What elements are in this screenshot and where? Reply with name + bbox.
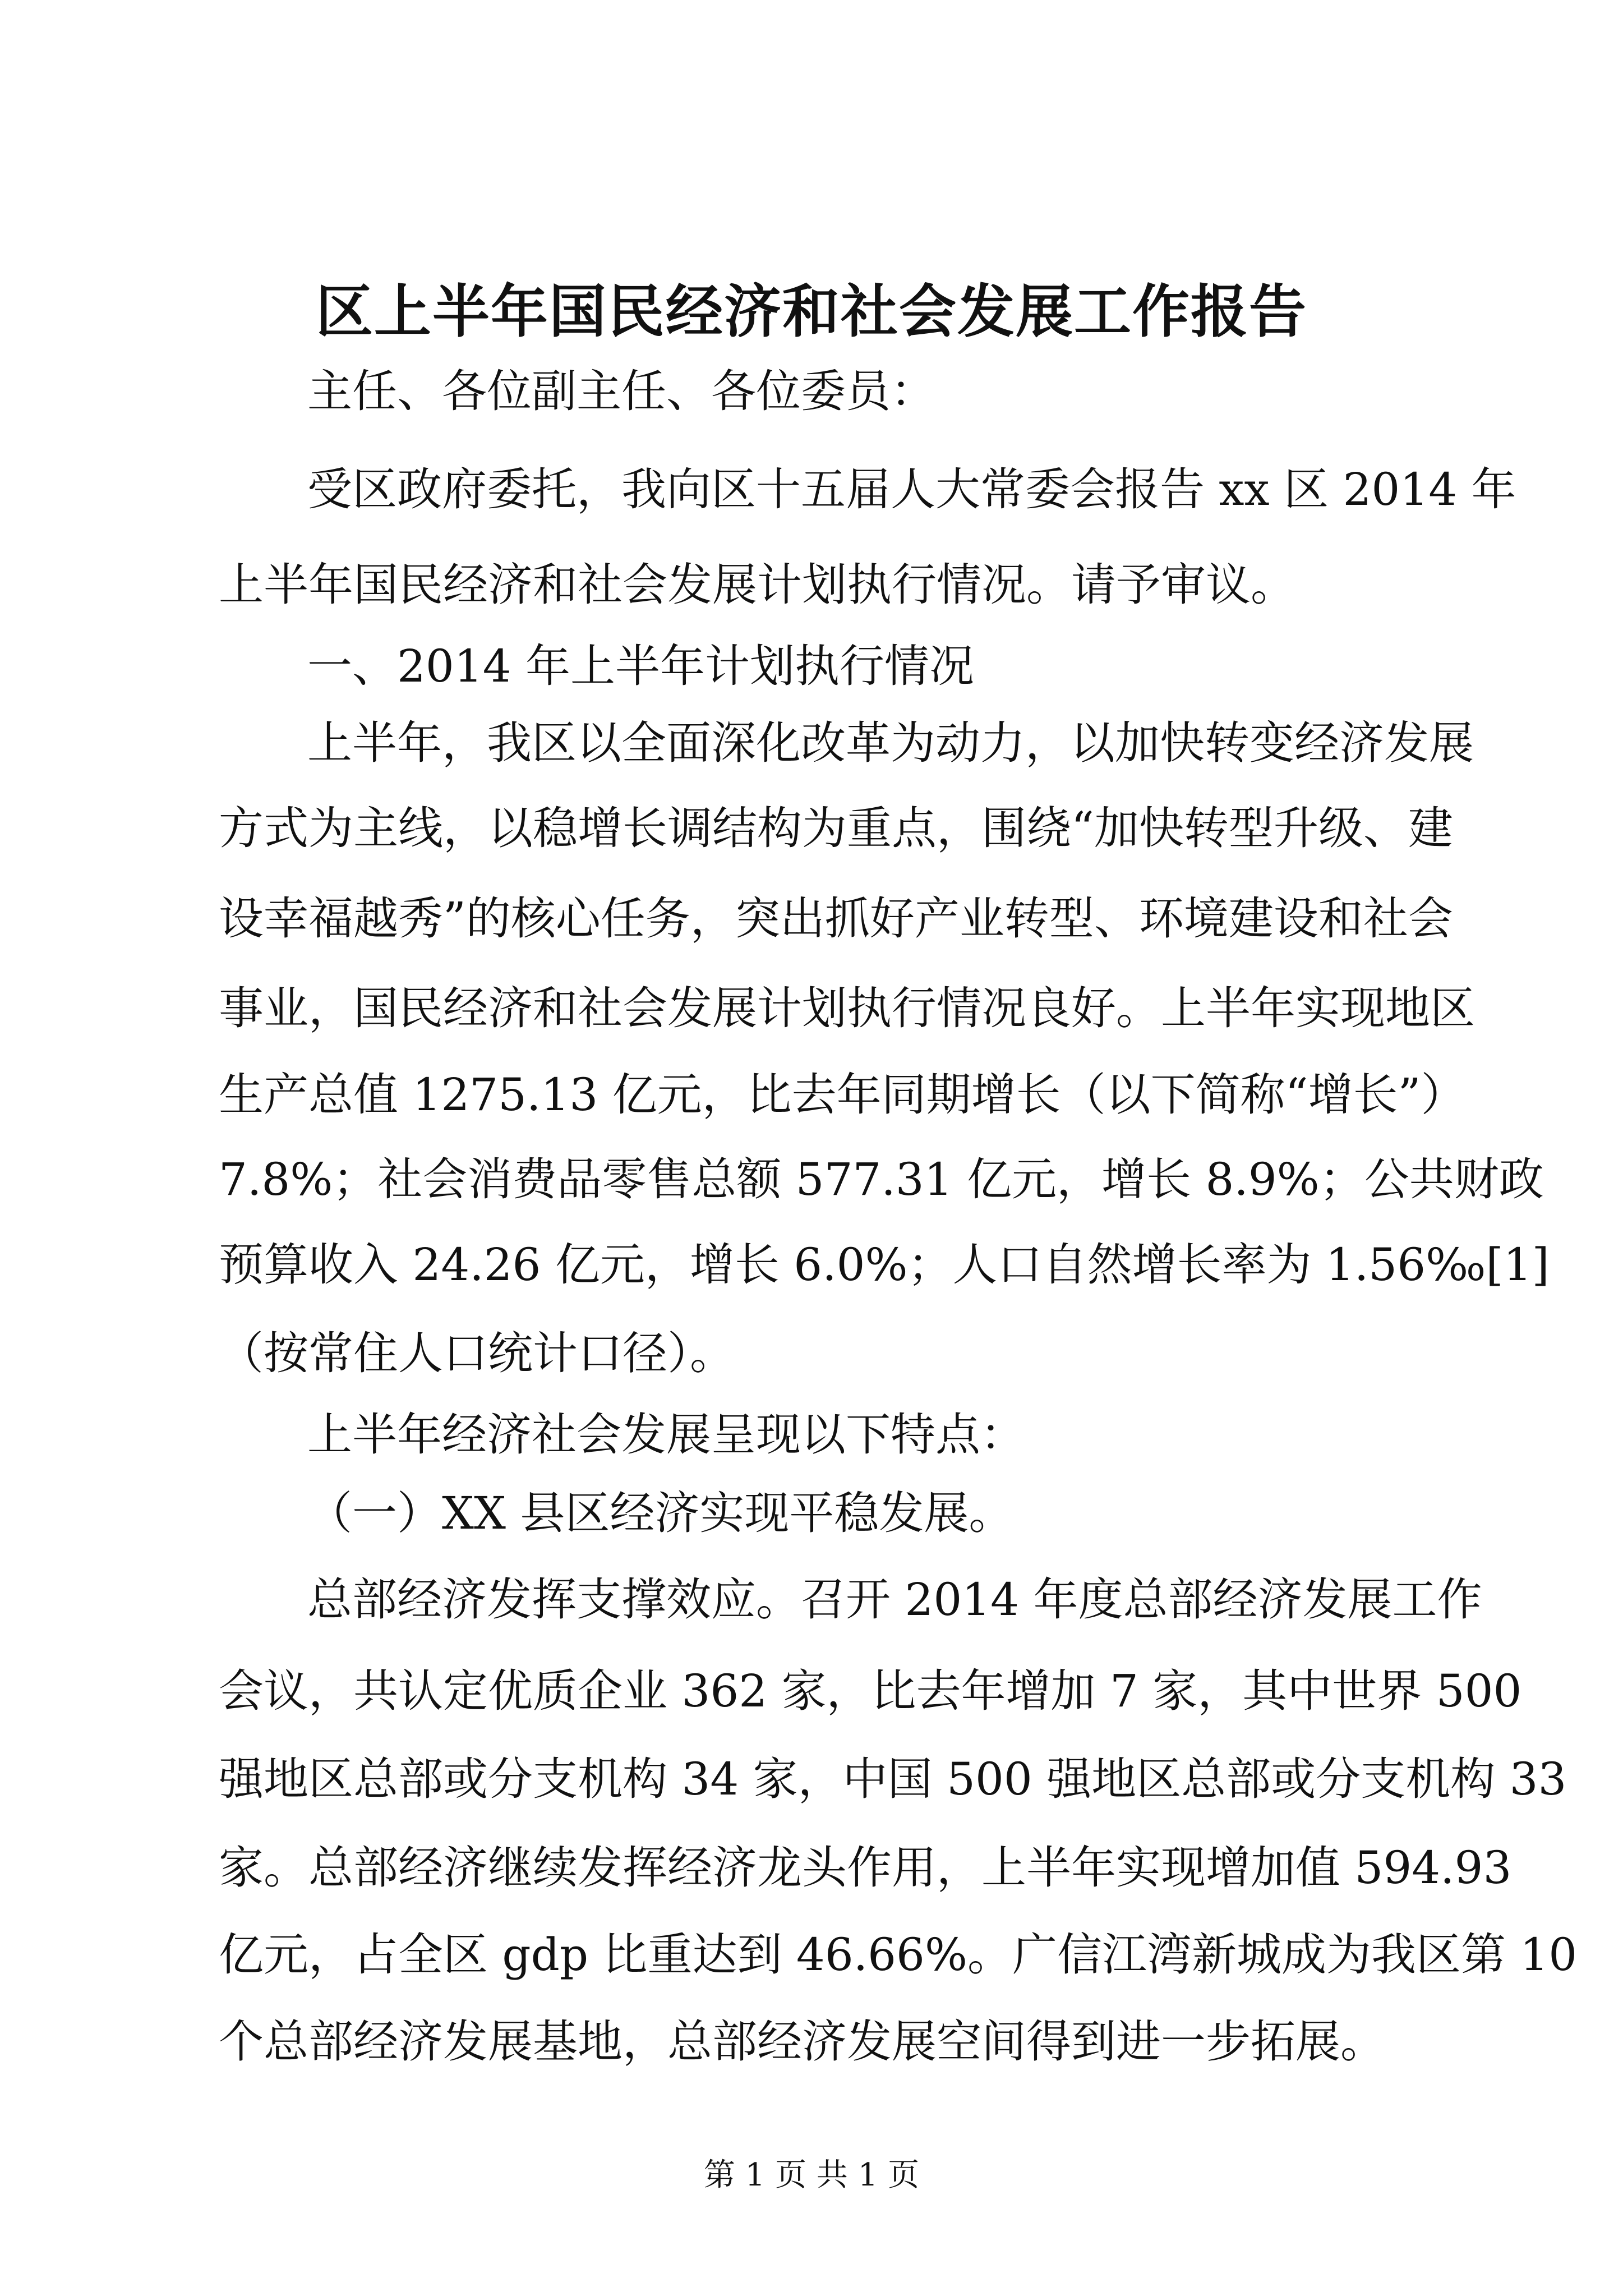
subsection-heading: （一）XX 县区经济实现平稳发展。: [307, 1487, 1014, 1539]
paragraph-line: 事业，国民经济和社会发展计划执行情况良好。上半年实现地区: [219, 982, 1475, 1034]
salutation-line: 主任、各位副主任、各位委员：: [307, 365, 935, 417]
paragraph-line: 强地区总部或分支机构 34 家，中国 500 强地区总部或分支机构 33: [219, 1753, 1567, 1805]
paragraph-line: 受区政府委托，我向区十五届人大常委会报告 xx 区 2014 年: [307, 463, 1516, 516]
paragraph-line: 总部经济发挥支撑效应。召开 2014 年度总部经济发展工作: [307, 1573, 1482, 1626]
paragraph-line: 上半年经济社会发展呈现以下特点：: [307, 1409, 1025, 1461]
paragraph-line: （按常住人口统计口径）。: [219, 1327, 735, 1379]
page-footer: 第 1 页 共 1 页: [703, 2157, 920, 2193]
paragraph-line: 生产总值 1275.13 亿元，比去年同期增长（以下简称“增长”）: [219, 1069, 1466, 1121]
paragraph-line: 上半年，我区以全面深化改革为动力，以加快转变经济发展: [307, 717, 1474, 769]
paragraph-line: 7.8%；社会消费品零售总额 577.31 亿元，增长 8.9%；公共财政: [219, 1153, 1544, 1205]
paragraph-line: 个总部经济发展基地，总部经济发展空间得到进一步拓展。: [219, 2016, 1385, 2068]
paragraph-line: 方式为主线，以稳增长调结构为重点，围绕“加快转型升级、建: [219, 802, 1453, 854]
paragraph-line: 亿元，占全区 gdp 比重达到 46.66%。广信江湾新城成为我区第 10: [219, 1929, 1578, 1981]
paragraph-line: 预算收入 24.26 亿元，增长 6.0%；人口自然增长率为 1.56‰[1]: [219, 1239, 1550, 1291]
paragraph-line: 家。总部经济继续发挥经济龙头作用，上半年实现增加值 594.93: [219, 1842, 1512, 1894]
document-title: 区上半年国民经济和社会发展工作报告: [316, 278, 1307, 346]
paragraph-line: 上半年国民经济和社会发展计划执行情况。请予审议。: [219, 559, 1295, 611]
section-heading: 一、2014 年上半年计划执行情况: [307, 640, 975, 692]
paragraph-line: 设幸福越秀”的核心任务，突出抓好产业转型、环境建设和社会: [219, 892, 1453, 945]
paragraph-line: 会议，共认定优质企业 362 家，比去年增加 7 家，其中世界 500: [219, 1665, 1522, 1717]
